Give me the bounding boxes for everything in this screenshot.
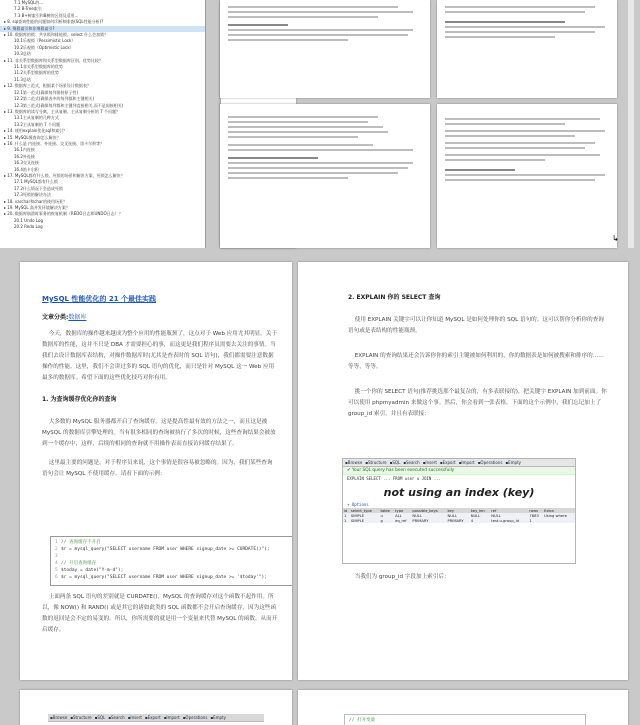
pma-cell: SIMPLE: [350, 518, 380, 523]
pma-col-header: Extra: [543, 508, 575, 513]
line-number: 1: [55, 540, 58, 545]
toc-item[interactable]: 11.1非关系型数据库的优势: [14, 64, 63, 70]
pma-cell: g: [380, 518, 395, 523]
pma-tabs: [343, 459, 575, 467]
paragraph-1: 大多数的 MySQL 服务器都开启了查询缓存。这是提高性最有效的方法之一，而且这是被 MySQL 的数据库引擎处理的。当有很多相同的查询被执行了多次的时候，这些查询结果会被放到一个缓存中，这样，后续的相同的查询就不用操作表而直接访问缓存结果了。: [42, 419, 276, 447]
explain-paragraph-4: 当我们为 group_id 字段加上索引后：: [354, 574, 450, 580]
toc-item[interactable]: 12.1第一范式(确保每列保持原子性): [14, 89, 79, 95]
pma-cell: PRIMARY: [411, 518, 446, 523]
toc-item[interactable]: 10.2乐观锁（Optimistic Lock）: [14, 44, 74, 50]
thumb-page-e[interactable]: [437, 104, 617, 248]
toc-item[interactable]: 12.2第二范式(确保表中的每列都和主键相关): [14, 96, 95, 102]
pma-cell: 1: [343, 518, 350, 523]
pma-tab: ▪SQL: [389, 460, 401, 465]
pma-tab: ▪Empty: [210, 715, 227, 720]
toc-item[interactable]: 20.1 Undo Log: [14, 217, 44, 223]
toc-item[interactable]: ▸ 9. 聚簇索引和非聚簇索引?: [0, 26, 205, 32]
toc-item[interactable]: 11.3总结: [14, 76, 31, 82]
toc-item[interactable]: ▸ 20. 数据库崩溃时事务的恢复机制（REDO日志和UNDO日志）？: [4, 211, 123, 217]
pma-cell: 4: [470, 518, 490, 523]
code-line: [55, 539, 291, 546]
pma-cell: test.u.group_id: [490, 518, 528, 523]
toc-item[interactable]: 16.4笛卡尔积: [14, 166, 39, 172]
toc-item[interactable]: 16.2外连接: [14, 153, 35, 159]
pma-col-header: select_type: [350, 508, 380, 513]
pma-tab: ▪Export: [439, 460, 456, 465]
pma-cell: SIMPLE: [350, 513, 380, 518]
paragraph-3: 上面两条 SQL 语句的差别就是 CURDATE()，MySQL 的查询缓存对这个函数不起作用。所以，像 NOW() 和 RAND() 或是其它的诸如此类的 SQL 函数都不会开启查询缓存，因为这些函数的返回是会不定的易变的。所以，你所需要的就是用一个变量来代替 MySQL 的函数，从而开启缓存。: [42, 594, 278, 633]
thumb-page-b[interactable]: [220, 0, 430, 98]
code-text: $today = date("Y-m-d");: [61, 568, 124, 573]
pma-tab: ▪Insert: [422, 460, 437, 465]
toc-item[interactable]: 17.3死锁的解决办法: [14, 192, 51, 198]
doc-page-1[interactable]: [20, 262, 292, 680]
toc-item[interactable]: 16.3交叉连接: [14, 160, 39, 166]
code-block: [50, 536, 292, 586]
pma-tab: ▪Structure: [365, 460, 387, 465]
pma-cell: 1: [343, 513, 350, 518]
pma-col-header: rows: [528, 508, 543, 513]
pma-cell: NULL: [446, 513, 469, 518]
pma-tab: ▪SQL: [94, 715, 106, 720]
toc-item[interactable]: ▸ 13. 数据库的读写分离，主从复制，主从复制分析的 7 个问题？: [4, 108, 120, 114]
phpmyadmin-screenshot: [342, 458, 576, 564]
category-link[interactable]: 数据库: [68, 314, 87, 321]
pma-tab: ▪Operations: [477, 460, 503, 465]
toc-item[interactable]: ▸ 12. 数据库三范式，根据某个场景设计数据表？: [4, 83, 91, 89]
pma-tab: ▪Operations: [182, 715, 208, 720]
doc-page-2[interactable]: [298, 262, 628, 680]
pma-cell: eq_ref: [394, 518, 411, 523]
line-number: 4: [55, 561, 58, 566]
category-label: 文章分类:: [42, 314, 69, 321]
code-text: $r = mysql_query("SELECT username FROM user WHERE signup_date >= '$today'");: [61, 575, 267, 580]
article-category: [42, 312, 278, 321]
toc-item[interactable]: ▸ 19. MySQL 高并发环境解决方案？: [4, 205, 70, 210]
pma-tab: ▪Browse: [345, 460, 363, 465]
pma-explain-table: [343, 508, 575, 523]
doc-page-4[interactable]: [298, 690, 628, 725]
pma-col-header: ref: [490, 508, 528, 513]
pma-sql-text: EXPLAIN SELECT ... FROM user u JOIN ...: [347, 476, 441, 481]
line-number: 3: [55, 554, 58, 559]
line-number: 5: [55, 568, 58, 573]
code-text: // 查询缓存不开启: [61, 540, 101, 545]
toc-item[interactable]: 12.3第三范式(确保每列都和主键列直接相关,而不是间接相关): [14, 102, 124, 108]
toc-item[interactable]: 13.1主从复制的几种方式: [14, 115, 59, 121]
pma-cell: NULL: [411, 513, 446, 518]
pma-tab: ▪Browse: [50, 715, 68, 720]
code-line: [55, 574, 291, 581]
toc-item[interactable]: 13.2主从复制的 7 个问题: [14, 121, 60, 127]
toc-item[interactable]: ▸ 18. varchar和char的使用场景？: [4, 198, 67, 204]
pma-cell: NULL: [490, 513, 528, 518]
toc-item[interactable]: ▸ 11. 非关系型数据库和关系型数据库区别，优势比较？: [4, 57, 103, 63]
pma-cell: Using where: [543, 513, 575, 518]
toc-item[interactable]: 20.2 Redo Log: [14, 224, 43, 230]
toc-item[interactable]: 7.2 B-Tree索引: [14, 6, 42, 12]
pma-col-header: possible_keys: [411, 508, 446, 513]
article-title[interactable]: MySQL 性能优化的 21 个最佳实践: [42, 295, 157, 303]
toc-item[interactable]: ▸ 8. sql查询性能的问题如何诊断和排查(SQL性能分析)?: [4, 19, 104, 25]
pma-tabs-2: [48, 714, 264, 722]
toc-item[interactable]: ▸ 16. 什么是 内连接、外连接、交叉连接、笛卡尔积等？: [4, 140, 105, 146]
scrollbar-track[interactable]: [628, 0, 634, 248]
toc-item[interactable]: 17.2什么情况下会造成死锁: [14, 185, 63, 191]
line-number: 2: [55, 547, 58, 552]
toc-item[interactable]: 11.2关系型数据库的优势: [14, 70, 59, 76]
code-line: [55, 560, 291, 567]
pma-col-header: key: [446, 508, 469, 513]
pma-cell: NULL: [470, 513, 490, 518]
code-text: // 开启查询缓存: [61, 561, 97, 566]
pma-tab: ▪Structure: [70, 715, 92, 720]
pma-success-text: Your SQL query has been executed successfully: [351, 468, 455, 473]
pma-tab: ▪Insert: [127, 715, 142, 720]
paragraph-2: 这里最主要的问题是，对于程序员来说，这个事情是很容易被忽略的。因为，我们某些查询语句会让 MySQL 不使用缓存。请看下面的示例：: [42, 460, 273, 477]
section-heading-1: 1. 为查询缓存优化你的查询: [42, 396, 117, 403]
pma-cell: 1: [528, 518, 543, 523]
pma-callout: not using an index (key): [383, 486, 535, 499]
toc-panel: [0, 0, 206, 248]
pma-options-link: + Options: [347, 502, 369, 507]
line-number: 6: [55, 575, 58, 580]
code-block-2: [344, 714, 586, 725]
pma-col-header: type: [394, 508, 411, 513]
pma-tab: ▪Search: [403, 460, 420, 465]
thumb-page-c[interactable]: [220, 104, 430, 248]
pma-cell: u: [380, 513, 395, 518]
toc-item[interactable]: ▸ 15. MySQL慢查询怎么解决？: [4, 134, 61, 140]
toc-item[interactable]: 7.1 MySQL的...: [14, 0, 44, 5]
toc-item[interactable]: 10.1乐观锁（Pessimistic Lock）: [14, 38, 76, 44]
pma-tab: ▪Empty: [505, 460, 522, 465]
intro-paragraph: 今天，数据库的操作越来越成为整个应用的性能瓶颈了，这点对于 Web 应用尤其明显。关于数据库的性能，这并不只是 DBA 才需要担心的事，而这更是我们程序员需要去关注的事情。当我们去设计数据库表结构，对操作数据库时(尤其是查表时的 SQL 语句)，我们都需要注意数据操作的性能。这里，我们不会讲过多的 SQL 语句的优化，而只是针对 MySQL 这一 Web 应用最多的数据库。希望下面的这些优化技巧对你有用。: [42, 331, 278, 381]
explain-paragraph-2: EXPLAIN 的查询结果还会告诉你你的索引主键被如何利用的，你的数据表是如何被搜索和排序的……等等，等等。: [348, 353, 604, 370]
toc-item[interactable]: 17.1 MySQL都有什么锁: [14, 179, 58, 185]
mouse-cursor-icon: ↳: [612, 234, 619, 243]
pma-row: [343, 518, 575, 523]
toc-item[interactable]: 16.1内连接: [14, 147, 35, 153]
code-line: [55, 567, 291, 574]
pma-col-header: id: [343, 508, 350, 513]
pma-cell: 7883: [528, 513, 543, 518]
pma-tab: ▪Import: [163, 715, 180, 720]
pma-cell: [543, 518, 575, 523]
toc-item[interactable]: ▸ 14. 使用explain优化sql和索引？: [4, 128, 68, 134]
pma-tab: ▪Search: [108, 715, 125, 720]
section-heading-2: 2. EXPLAIN 你的 SELECT 查询: [348, 294, 441, 301]
code-line: [55, 553, 291, 560]
toc-item[interactable]: ▸ 10. 数据库的锁：共享锁和排他锁，select 什么会加锁？: [4, 32, 109, 38]
code-text: $r = mysql_query("SELECT username FROM user WHERE signup_date >= CURDATE()");: [61, 547, 270, 552]
pma-tab: ▪Export: [144, 715, 161, 720]
code-line: [55, 546, 291, 553]
toc-item[interactable]: 10.3总结: [14, 51, 31, 57]
pma-cell: ALL: [394, 513, 411, 518]
pma-tab: ▪Import: [458, 460, 475, 465]
thumb-page-d[interactable]: [437, 0, 617, 98]
doc-page-3[interactable]: [20, 690, 292, 725]
pma-screenshot-2: [48, 714, 264, 725]
code-comment: // 打开变量: [349, 718, 376, 723]
pma-col-header: table: [380, 508, 395, 513]
toc-item[interactable]: ▸ 17. MySQL都有什么锁，死锁的场景和解决方案，死锁怎么解决？: [4, 172, 125, 178]
explain-paragraph-1: 使用 EXPLAIN 关键字可以让你知道 MySQL 是如何处理你的 SQL 语句的。这可以帮你分析你的查询语句或是表结构的性能瓶颈。: [348, 317, 604, 334]
toc-item[interactable]: 7.3 B+树索引和B树的区别及适用...: [14, 12, 79, 18]
pma-cell: PRIMARY: [446, 518, 469, 523]
explain-paragraph-3: 挑一个你的 SELECT 语句(推荐挑选那个最复杂的，有多表联接的)，把关键字 EXPLAIN 加到前面。你可以使用 phpmyadmin 来做这个事。然后，你会看到一张表格。下面的这个示例中，我们忘记加上了 group_id 索引，并且有表联接：: [348, 389, 607, 417]
pma-success-message: ✔ Your SQL query has been executed successfully: [343, 467, 575, 475]
pma-col-header: key_len: [470, 508, 490, 513]
